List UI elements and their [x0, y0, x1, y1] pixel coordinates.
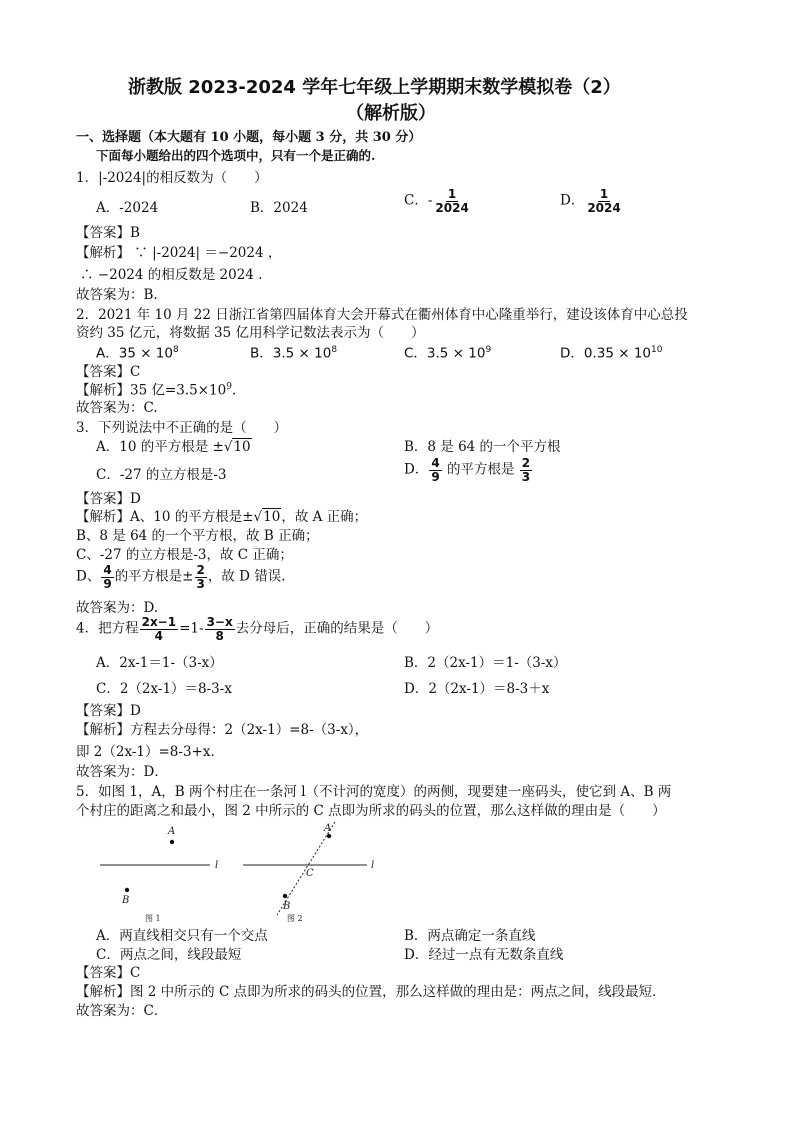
q5-figures [95, 820, 395, 930]
q4-fraction-2 [205, 616, 235, 642]
fig2-caption: 图 2 [287, 914, 303, 923]
fig2-label-l: l [371, 860, 375, 871]
q1-option-c-prefix: C．- [404, 192, 433, 209]
q1-c-denominator: 2024 [435, 200, 469, 215]
q3-exp4-fraction-1 [101, 564, 113, 590]
q2-explanation-2: 故答案为：C. [76, 400, 158, 416]
q2-explanation-1 [76, 382, 236, 399]
fig1-point-a [170, 840, 174, 844]
q3-d-mid: 的平方根是 [442, 461, 519, 478]
q3-explanation-3: C、-27 的立方根是-3，故 C 正确； [76, 547, 293, 563]
q3-exp4-fraction-2 [195, 564, 207, 590]
q3-a-radicand: 10 [233, 439, 251, 455]
q3-option-c: C．-27 的立方根是-3 [96, 467, 227, 483]
fig1-label-b: B [122, 895, 130, 906]
q3-stem: 3．下列说法中不正确的是（ ） [76, 420, 288, 436]
q3-d-num2: 2 [521, 456, 531, 470]
q3-d-prefix: D． [404, 461, 429, 478]
q1-stem: 1．|-2024|的相反数为（ ） [76, 170, 268, 186]
q1-option-a: A．-2024 [96, 200, 159, 216]
q1-explanation-2: ∴ −2024 的相反数是 2024 . [80, 267, 263, 283]
q2-c-text: C．3.5 × 10 [404, 345, 486, 362]
fig1-label-l: l [215, 860, 219, 871]
q1-explanation-1: 【解析】 ∵ |-2024| ＝−2024 ， [76, 245, 282, 261]
q3-explanation-4 [76, 564, 286, 590]
q1-answer: 【答案】B [76, 225, 140, 241]
q1-option-c [404, 188, 472, 214]
q4-stem-mid: =1- [179, 620, 204, 637]
q2-stem-line1: 2．2021 年 10 月 22 日浙江省第四届体育大会开幕式在衢州体育中心隆重举行，建设该体育中心总投 [76, 307, 688, 323]
q1-c-numerator: 1 [447, 187, 457, 201]
q3-exp4-post: ，故 D 错误. [207, 568, 286, 585]
q5-stem-line2: 个村庄的距离之和最小，图 2 中所示的 C 点即为所求的码头的位置，那么这样做的理由是（ ） [76, 803, 666, 819]
q3-exp1-pre: 【解析】A、10 的平方根是± [76, 509, 254, 525]
q4-stem-pre: 4．把方程 [76, 620, 139, 637]
q1-d-denominator: 2024 [587, 200, 621, 215]
q5-stem-line1: 5．如图 1，A，B 两个村庄在一条河 l（不计河的宽度）的两侧，现要建一座码头，使它到 A、B 两 [76, 784, 672, 800]
q4-option-b: B．2（2x-1）＝1-（3-x） [404, 655, 567, 671]
q3-exp1-post: ，故 A 正确； [281, 509, 368, 525]
q4-option-d: D．2（2x-1）＝8-3＋x [404, 681, 550, 697]
q4-explanation-1: 【解析】方程去分母得：2（2x-1）=8-（3-x）， [76, 722, 369, 738]
q2-d-exponent: 10 [651, 345, 663, 355]
q2-a-exponent: 8 [173, 345, 179, 355]
q3-d-den2: 3 [521, 469, 531, 484]
q2-option-c [404, 345, 491, 362]
q3-exp4-num1: 4 [103, 563, 112, 577]
q4-fraction-1 [140, 616, 179, 642]
page-subtitle: （解析版） [346, 103, 436, 124]
section-note: 下面每小题给出的四个选项中，只有一个是正确的. [96, 148, 376, 163]
q1-option-c-fraction [433, 188, 470, 214]
q2-stem-line2: 资约 35 亿元，将数据 35 亿用科学记数法表示为（ ） [76, 325, 425, 341]
q3-exp4-pre: D、 [76, 568, 101, 585]
q5-option-a: A．两直线相交只有一个交点 [96, 928, 268, 944]
q4-num1: 2x−1 [141, 615, 177, 629]
fig1-label-a: A [168, 826, 176, 837]
q4-den1: 4 [154, 628, 164, 643]
q2-exp1-end: . [231, 382, 237, 399]
q4-option-c: C．2（2x-1）＝8-3-x [96, 681, 232, 697]
q3-d-num1: 4 [431, 456, 440, 470]
fig2-label-b: B [283, 901, 291, 912]
q3-d-den1: 9 [431, 469, 440, 484]
q5-answer: 【答案】C [76, 965, 141, 981]
q3-explanation-1 [76, 509, 367, 525]
q5-explanation-2: 故答案为：C． [76, 1003, 168, 1019]
sqrt-icon: √ [223, 439, 233, 455]
q3-option-b: B．8 是 64 的一个平方根 [404, 439, 561, 455]
q5-explanation-1: 【解析】图 2 中所示的 C 点即为所求的码头的位置，那么这样做的理由是：两点之间，线段最短． [76, 984, 666, 1000]
q1-option-b: B．2024 [250, 200, 308, 216]
q2-exp1-text: 【解析】35 亿=3.5×10 [76, 382, 227, 399]
q3-d-fraction-1 [429, 457, 441, 483]
q4-option-a: A．2x-1＝1-（3-x） [96, 655, 223, 671]
q3-d-fraction-2 [520, 457, 532, 483]
q4-stem [76, 616, 438, 642]
fig1-caption: 图 1 [145, 914, 161, 923]
q5-option-c: C．两点之间，线段最短 [96, 947, 242, 963]
q4-num2: 3−x [206, 615, 233, 629]
fig2-label-a: A [324, 823, 332, 834]
q4-stem-post: 去分母后，正确的结果是（ ） [235, 620, 439, 637]
q3-a-text: A．10 的平方根是 ± [96, 439, 224, 455]
q4-explanation-2: 即 2（2x-1）=8-3+x． [76, 744, 224, 760]
q3-explanation-5: 故答案为：D. [76, 600, 159, 616]
q3-exp4-den2: 3 [196, 576, 205, 591]
sqrt-icon: √ [253, 509, 263, 525]
q5-option-d: D．经过一点有无数条直线 [404, 947, 564, 963]
fig2-point-b [283, 894, 287, 898]
q3-explanation-2: B、8 是 64 的一个平方根，故 B 正确； [76, 528, 319, 544]
fig2-label-c: C [306, 868, 314, 879]
q3-exp4-num2: 2 [196, 563, 205, 577]
q2-option-a [96, 345, 179, 362]
q2-option-d [560, 345, 662, 362]
fig2-point-a [327, 834, 331, 838]
q5-option-b: B．两点确定一条直线 [404, 928, 536, 944]
q3-option-d [404, 457, 533, 483]
q2-b-exponent: 8 [331, 345, 338, 355]
q1-d-numerator: 1 [599, 187, 609, 201]
q3-exp1-radicand: 10 [263, 509, 281, 525]
q2-a-text: A．35 × 10 [96, 345, 173, 362]
q2-d-text: D．0.35 × 10 [560, 345, 652, 362]
q1-option-d-prefix: D． [560, 192, 585, 209]
q1-option-d-fraction [585, 188, 622, 214]
q2-c-exponent: 9 [485, 345, 492, 355]
fig1-point-b [125, 888, 129, 892]
q1-explanation-3: 故答案为：B. [76, 287, 158, 303]
q2-exp1-sup: 9 [226, 382, 232, 392]
page-title: 浙教版 2023-2024 学年七年级上学期期末数学模拟卷（2） [128, 77, 621, 98]
q3-option-a [96, 439, 252, 455]
q3-answer: 【答案】D [76, 491, 141, 507]
section-header: 一、选择题（本大题有 10 小题，每小题 3 分，共 30 分） [76, 130, 422, 145]
q2-option-b [250, 345, 337, 362]
q3-exp4-mid: 的平方根是± [114, 568, 194, 585]
q2-b-text: B．3.5 × 10 [250, 345, 332, 362]
q2-answer: 【答案】C [76, 364, 141, 380]
q1-option-d [560, 188, 624, 214]
q4-answer: 【答案】D [76, 703, 141, 719]
q4-den2: 8 [215, 628, 224, 643]
q3-exp4-den1: 9 [103, 576, 112, 591]
q4-explanation-3: 故答案为：D． [76, 764, 168, 780]
